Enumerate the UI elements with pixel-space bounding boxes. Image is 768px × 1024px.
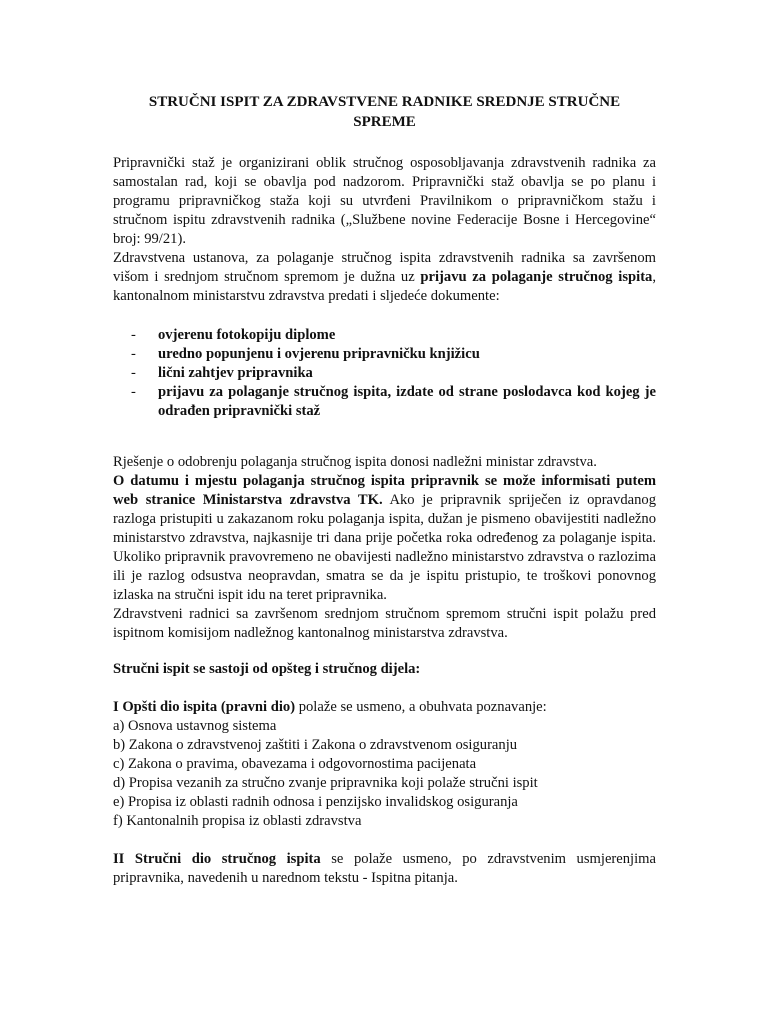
- list-item: [113, 364, 656, 383]
- section-general-item: a) Osnova ustavnog sistema: [113, 718, 277, 734]
- section-general-heading: [113, 698, 656, 717]
- list-item-text: ovjerenu fotokopiju diplome: [158, 327, 336, 343]
- section-professional-text: se polaže usmeno, po zdravstvenim usmjerenjima pripravnika, navedenih u narednom tekstu - Ispitna pitanja.: [113, 851, 656, 886]
- list-dash: -: [131, 365, 136, 381]
- paragraph-institution-text: Zdravstvena ustanova, za polaganje stručnog ispita zdravstvenih radnika sa završenom višom i srednjom stručnom spremom je dužna uz: [113, 250, 656, 285]
- section-general-item: f) Kantonalnih propisa iz oblasti zdravstva: [113, 813, 362, 829]
- paragraph-exam-info-text: Ako je pripravnik spriječen iz opravdanog razloga pristupiti u zakazanom roku polaganja ispita, dužan je pismeno obavijestiti nadležno ministarstvo zdravstva, najkasnije tri dana prije početka roka određenog za polaganje ispita. Ukoliko pripravnik pravovremeno ne obavijesti nadležno ministarstvo zdravstva o razlozima ili je razlog odsustva neopravdan, smatra se da je ispitu pristupio, te troškovi ponovnog izlaska na stručni ispit idu na teret pripravnika.: [113, 492, 656, 603]
- section-general-item: c) Zakona o pravima, obavezama i odgovornostima pacijenata: [113, 756, 477, 772]
- list-item-text: lični zahtjev pripravnika: [158, 365, 313, 381]
- paragraph-exam-info: [113, 472, 656, 605]
- section-general-item: e) Propisa iz oblasti radnih odnosa i penzijsko invalidskog osiguranja: [113, 794, 518, 810]
- paragraph-exam-info-bold: O datumu i mjestu polaganja stručnog ispita pripravnik se može informisati putem web stranice Ministarstva zdravstva TK.: [113, 473, 656, 508]
- paragraph-commission: Zdravstveni radnici sa završenom srednjom stručnom spremom stručni ispit polažu pred ispitnom komisijom nadležnog kantonalnog ministarstva zdravstva.: [113, 606, 656, 641]
- section-general-bold: I Opšti dio ispita (pravni dio): [113, 699, 296, 715]
- paragraph-institution: [113, 249, 656, 306]
- section-professional: [113, 850, 656, 888]
- list-item: [113, 345, 656, 364]
- paragraph-institution-text-end: , kantonalnom ministarstvu zdravstva predati i sljedeće dokumente:: [113, 269, 657, 304]
- paragraph-decision: Rješenje o odobrenju polaganja stručnog ispita donosi nadležni ministar zdravstva.: [113, 454, 597, 470]
- section-general-item: b) Zakona o zdravstvenoj zaštiti i Zakona o zdravstvenom osiguranju: [113, 737, 518, 753]
- section-professional-bold: II Stručni dio stručnog ispita: [113, 851, 321, 867]
- document-title: STRUČNI ISPIT ZA ZDRAVSTVENE RADNIKE SREDNJE STRUČNE SPREME: [148, 94, 621, 130]
- list-item-text: prijavu za polaganje stručnog ispita, izdate od strane poslodavca kod kojeg je odrađen pripravnički staž: [158, 384, 656, 419]
- section-general-text: polaže se usmeno, a obuhvata poznavanje:: [295, 699, 547, 715]
- paragraph-exam-parts: Stručni ispit se sastoji od opšteg i stručnog dijela:: [113, 661, 421, 677]
- list-item: [113, 326, 656, 345]
- list-item: [113, 383, 656, 421]
- documents-list: [113, 326, 656, 421]
- list-dash: -: [131, 384, 136, 400]
- paragraph-institution-bold: prijavu za polaganje stručnog ispita: [420, 269, 653, 285]
- list-dash: -: [131, 327, 136, 343]
- paragraph-intro: Pripravnički staž je organizirani oblik stručnog osposobljavanja zdravstvenih radnika za samostalan rad, koji se obavlja pod nadzorom. Pripravnički staž obavlja se po planu i programu pripravničkog staža koji su utvrđeni Pravilnikom o pripravničkom stažu i stručnom ispitu zdravstvenih radnika („Službene novine Federacije Bosne i Hercegovine“ broj: 99/21).: [113, 155, 656, 247]
- section-general-item: d) Propisa vezanih za stručno zvanje pripravnika koji polaže stručni ispit: [113, 775, 538, 791]
- list-dash: -: [131, 346, 136, 362]
- list-item-text: uredno popunjenu i ovjerenu pripravničku knjižicu: [158, 346, 480, 362]
